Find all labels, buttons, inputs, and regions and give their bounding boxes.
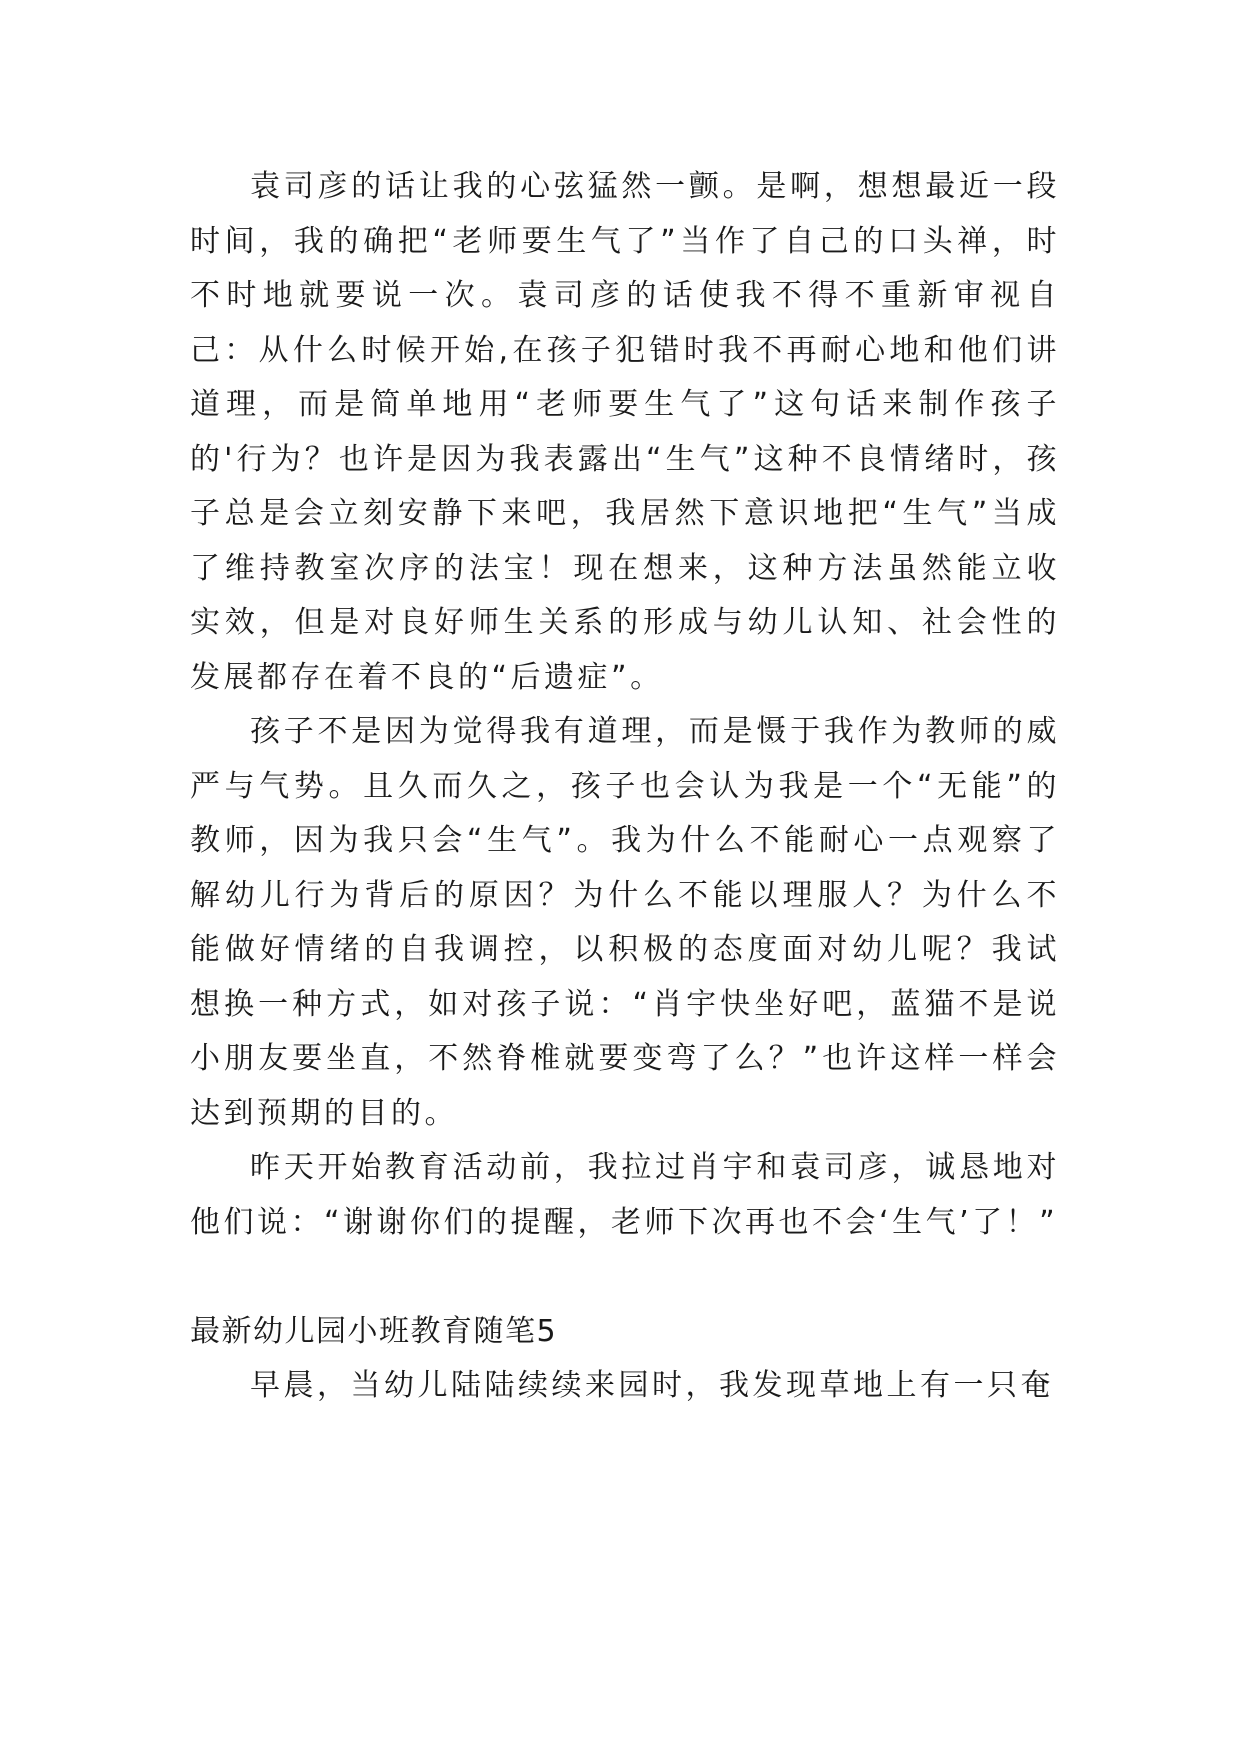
paragraph-3: 昨天开始教育活动前，我拉过肖宇和袁司彦，诚恳地对他们说：“谢谢你们的提醒，老师下次再也不会‘生气’了！” [190, 1150, 1060, 1240]
section-heading: 最新幼儿园小班教育随笔5 [190, 1313, 558, 1349]
blank-line [190, 1250, 1060, 1305]
document-body [190, 160, 1060, 1414]
paragraph-1: 袁司彦的话让我的心弦猛然一颤。是啊，想想最近一段时间，我的确把“老师要生气了”当作了自己的口头禅，时不时地就要说一次。袁司彦的话使我不得不重新审视自己：从什么时候开始,在孩子犯错时我不再耐心地和他们讲道理，而是简单地用“老师要生气了”这句话来制作孩子的'行为？也许是因为我表露出“生气”这种不良情绪时，孩子总是会立刻安静下来吧，我居然下意识地把“生气”当成了维持教室次序的法宝！现在想来，这种方法虽然能立收实效，但是对良好师生关系的形成与幼儿认知、社会性的发展都存在着不良的“后遗症”。 [190, 169, 1060, 695]
paragraph-2: 孩子不是因为觉得我有道理，而是慑于我作为教师的威严与气势。且久而久之，孩子也会认为我是一个“无能”的教师，因为我只会“生气”。我为什么不能耐心一点观察了解幼儿行为背后的原因？为什么不能以理服人？为什么不能做好情绪的自我调控，以积极的态度面对幼儿呢？我试想换一种方式，如对孩子说：“肖宇快坐好吧，蓝猫不是说小朋友要坐直，不然脊椎就要变弯了么？”也许这样一样会达到预期的目的。 [190, 714, 1060, 1131]
paragraph-4: 早晨，当幼儿陆陆续续来园时，我发现草地上有一只奄 [250, 1368, 1054, 1403]
